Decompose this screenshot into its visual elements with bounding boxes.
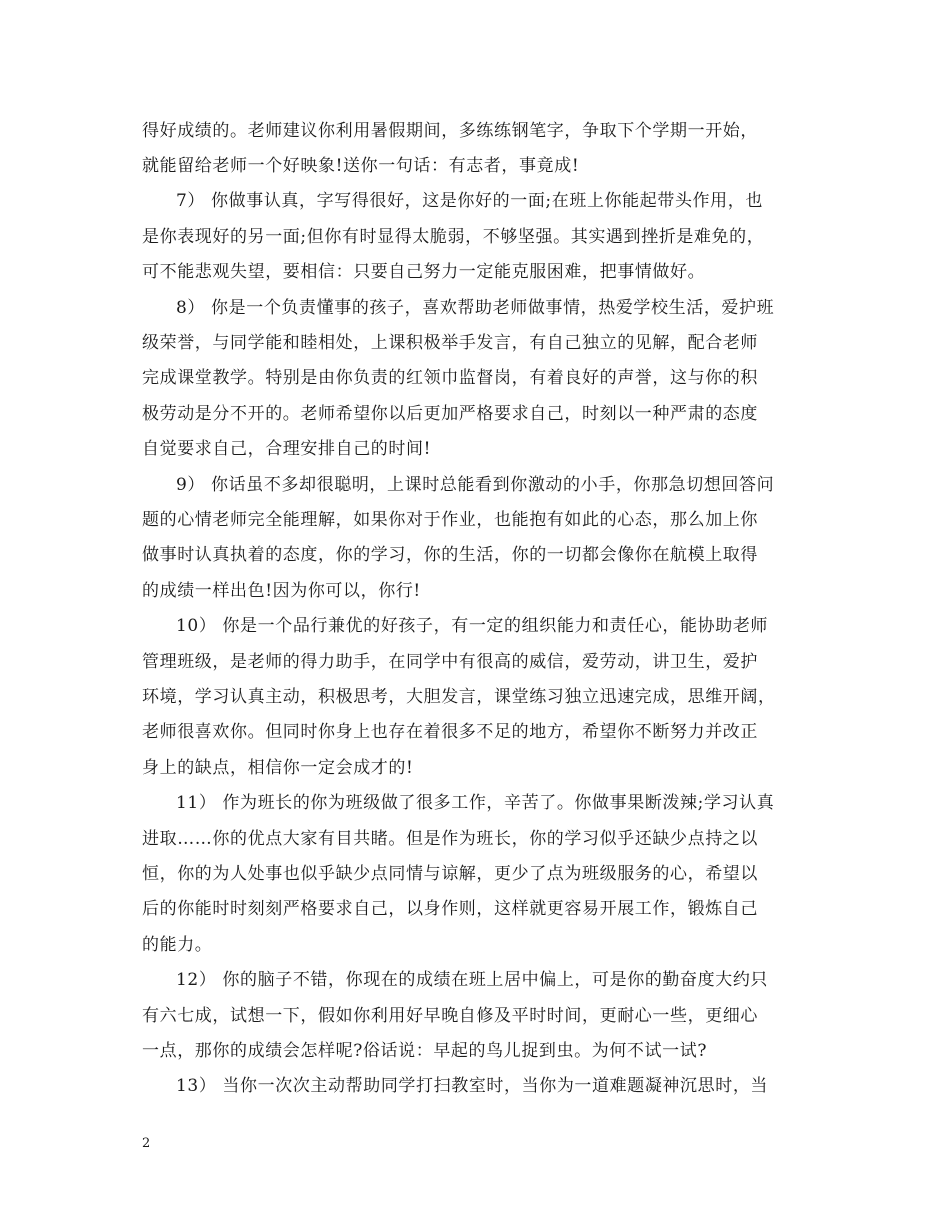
paragraph-12-start: 12） 你的脑子不错，你现在的成绩在班上居中偏上，可是你的勤奋度大约只 [176,970,769,990]
text-line: 是你表现好的另一面;但你有时显得太脆弱，不够坚强。其实遇到挫折是难免的， [142,227,765,247]
text-line: 级荣誉，与同学能和睦相处，上课积极举手发言，有自己独立的见解，配合老师 [142,333,758,353]
text-line: 有六七成，试想一下，假如你利用好早晚自修及平时时间，更耐心一些，更细心 [142,1006,758,1026]
text-line: 做事时认真执着的态度，你的学习，你的生活，你的一切都会像你在航模上取得 [142,545,758,565]
text-line: 的能力。 [142,935,213,955]
page-number: 2 [142,1136,151,1151]
paragraph-11-start: 11） 作为班长的你为班级做了很多工作，辛苦了。你做事果断泼辣;学习认真 [176,793,775,813]
text-line: 进取……你的优点大家有目共睹。但是作为班长，你的学习似乎还缺少点持之以 [142,829,758,849]
paragraph-9-start: 9） 你话虽不多却很聪明，上课时总能看到你激动的小手，你那急切想回答问 [176,475,775,495]
text-line: 一点，那你的成绩会怎样呢?俗话说：早起的鸟儿捉到虫。为何不试一试? [142,1041,708,1061]
text-line: 环境，学习认真主动，积极思考，大胆发言，课堂练习独立迅速完成，思维开阔， [142,687,776,707]
text-line: 就能留给老师一个好映象!送你一句话：有志者，事竟成! [142,156,580,176]
text-line: 极劳动是分不开的。老师希望你以后更加严格要求自己，时刻以一种严肃的态度 [142,404,758,424]
text-line: 题的心情老师完全能理解，如果你对于作业，也能抱有如此的心态，那么加上你 [142,510,758,530]
text-line: 管理班级，是老师的得力助手，在同学中有很高的威信，爱劳动，讲卫生，爱护 [142,652,758,672]
text-line: 的成绩一样出色!因为你可以，你行! [142,581,421,601]
text-line: 恒，你的为人处事也似乎缺少点同情与谅解，更少了点为班级服务的心，希望以 [142,864,758,884]
paragraph-10-start: 10） 你是一个品行兼优的好孩子，有一定的组织能力和责任心，能协助老师 [176,616,769,636]
text-line: 完成课堂教学。特别是由你负责的红领巾监督岗，有着良好的声誉，这与你的积 [142,368,758,388]
text-line: 可不能悲观失望，要相信：只要自己努力一定能克服困难，把事情做好。 [142,262,706,282]
text-line: 得好成绩的。老师建议你利用暑假期间，多练练钢笔字，争取下个学期一开始， [142,121,758,141]
text-line: 后的你能时时刻刻严格要求自己，以身作则，这样就更容易开展工作，锻炼自己 [142,899,758,919]
text-line: 自觉要求自己，合理安排自己的时间! [142,439,432,459]
paragraph-7-start: 7） 你做事认真，字写得很好，这是你好的一面;在班上你能起带头作用，也 [176,191,763,211]
paragraph-13-start: 13） 当你一次次主动帮助同学打扫教室时，当你为一道难题凝神沉思时，当 [176,1076,769,1096]
text-line: 老师很喜欢你。但同时你身上也存在着很多不足的地方，希望你不断努力并改正 [142,722,758,742]
paragraph-8-start: 8） 你是一个负责懂事的孩子，喜欢帮助老师做事情，热爱学校生活，爱护班 [176,298,775,318]
text-line: 身上的缺点，相信你一定会成才的! [142,758,414,778]
